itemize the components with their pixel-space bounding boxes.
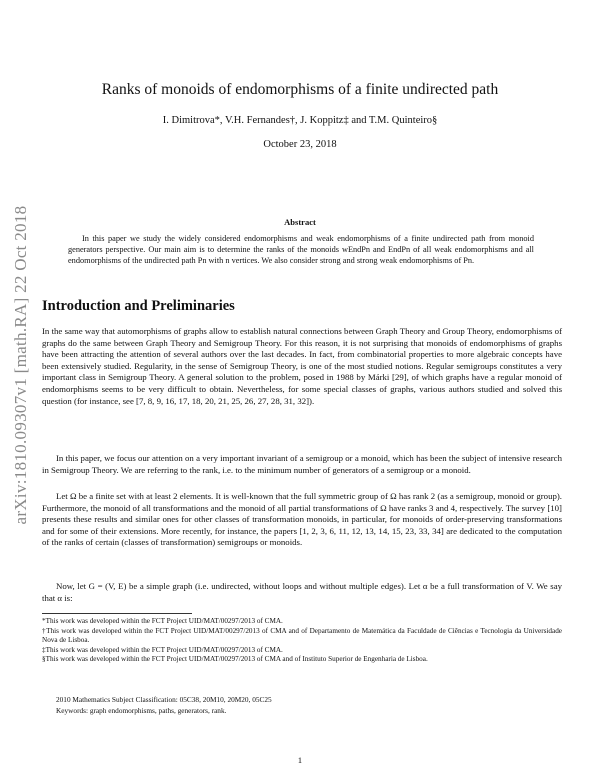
footnote-1: *This work was developed within the FCT Project UID/MAT/00297/2013 of CMA. — [42, 617, 283, 625]
page-number: 1 — [297, 755, 303, 765]
abstract-title: Abstract — [284, 217, 316, 227]
abstract-text: In this paper we study the widely considered endomorphisms and weak endomorphisms of a finite undirected path from monoid generators perspective. Our main aim is to determine the ranks of the monoids wEndPn and EndPn of all weak endomorphisms and all endomorphisms of the undirected path Pn with n vertices. We also consider strong and strong weak endomorphisms of Pn. — [68, 234, 534, 266]
paragraph-2: In this paper, we focus our attention on a very important invariant of a semigroup or a monoid, which has been the subject of intensive research in Semigroup Theory. We are referring to the rank, i.e. to the minimum number of generators of a semigroup or a monoid. — [42, 453, 562, 475]
footnote-2: †This work was developed within the FCT Project UID/MAT/00297/2013 of CMA and of Departamento de Matemática da Faculdade de Ciências e Tecnologia da Universidade Nova de Lisboa. — [42, 626, 562, 645]
footnotes — [42, 617, 562, 665]
paragraph-3: Let Ω be a finite set with at least 2 elements. It is well-known that the full symmetric group of Ω has rank 2 (as a semigroup, monoid or group). Furthermore, the monoid of all transformations and the monoid of all partial transformations of Ω have ranks 3 and 4, respectively. The survey [10] presents these results and similar ones for other classes of transformation monoids, in particular, for monoids of order-preserving transformations and for some of their extensions. More recently, for instance, the papers [1, 2, 3, 6, 11, 12, 13, 14, 15, 23, 33, 34] are dedicated to the computation of the ranks of certain (classes of transformation) semigroups or monoids. — [42, 491, 562, 548]
arxiv-identifier: arXiv:1810.09307v1 [math.RA] 22 Oct 2018 — [11, 205, 30, 525]
footnote-3: ‡This work was developed within the FCT Project UID/MAT/00297/2013 of CMA. — [42, 645, 283, 654]
footnote-divider — [42, 613, 192, 614]
footnote-4: §This work was developed within the FCT Project UID/MAT/00297/2013 of CMA and of Instituto Superior de Engenharia de Lisboa. — [42, 655, 428, 664]
paragraph-1: In the same way that automorphisms of graphs allow to establish natural connections between Graph Theory and Group Theory, endomorphisms of graphs do the same between Graph Theory and Semigroup Theory. For this reason, it is not surprising that monoids of endomorphisms of graphs have been attracting the attention of several authors over the last decades. In fact, from combinatorial properties to more algebraic concepts have been extensively studied. Regularity, in the sense of Semigroup Theory, is one of the most studied notions. Regular semigroups constitutes a very important class in Semigroup Theory. A general solution to the problem, posed in 1988 by Márki [29], of which graphs have a regular monoid of endomorphisms seems to be very difficult to obtain. Nevertheless, for some special classes of graphs, various authors studied and solved this question (for instance, see [7, 8, 9, 16, 17, 18, 20, 21, 25, 26, 27, 28, 31, 32]). — [42, 326, 562, 406]
section-heading: Introduction and Preliminaries — [42, 298, 235, 314]
paper-authors: I. Dimitrova*, V.H. Fernandes†, J. Koppitz‡ and T.M. Quinteiro§ — [162, 115, 438, 126]
arxiv-sidebar — [8, 195, 34, 535]
msc-classification: 2010 Mathematics Subject Classification: 05C38, 20M10, 20M20, 05C25 — [56, 695, 272, 704]
paper-date: October 23, 2018 — [263, 139, 337, 150]
paper-title: Ranks of monoids of endomorphisms of a finite undirected path — [101, 81, 499, 98]
keywords: Keywords: graph endomorphisms, paths, generators, rank. — [56, 706, 227, 715]
paragraph-4: Now, let G = (V, E) be a simple graph (i.e. undirected, without loops and without multiple edges). Let α be a full transformation of V. We say that α is: — [42, 581, 562, 603]
